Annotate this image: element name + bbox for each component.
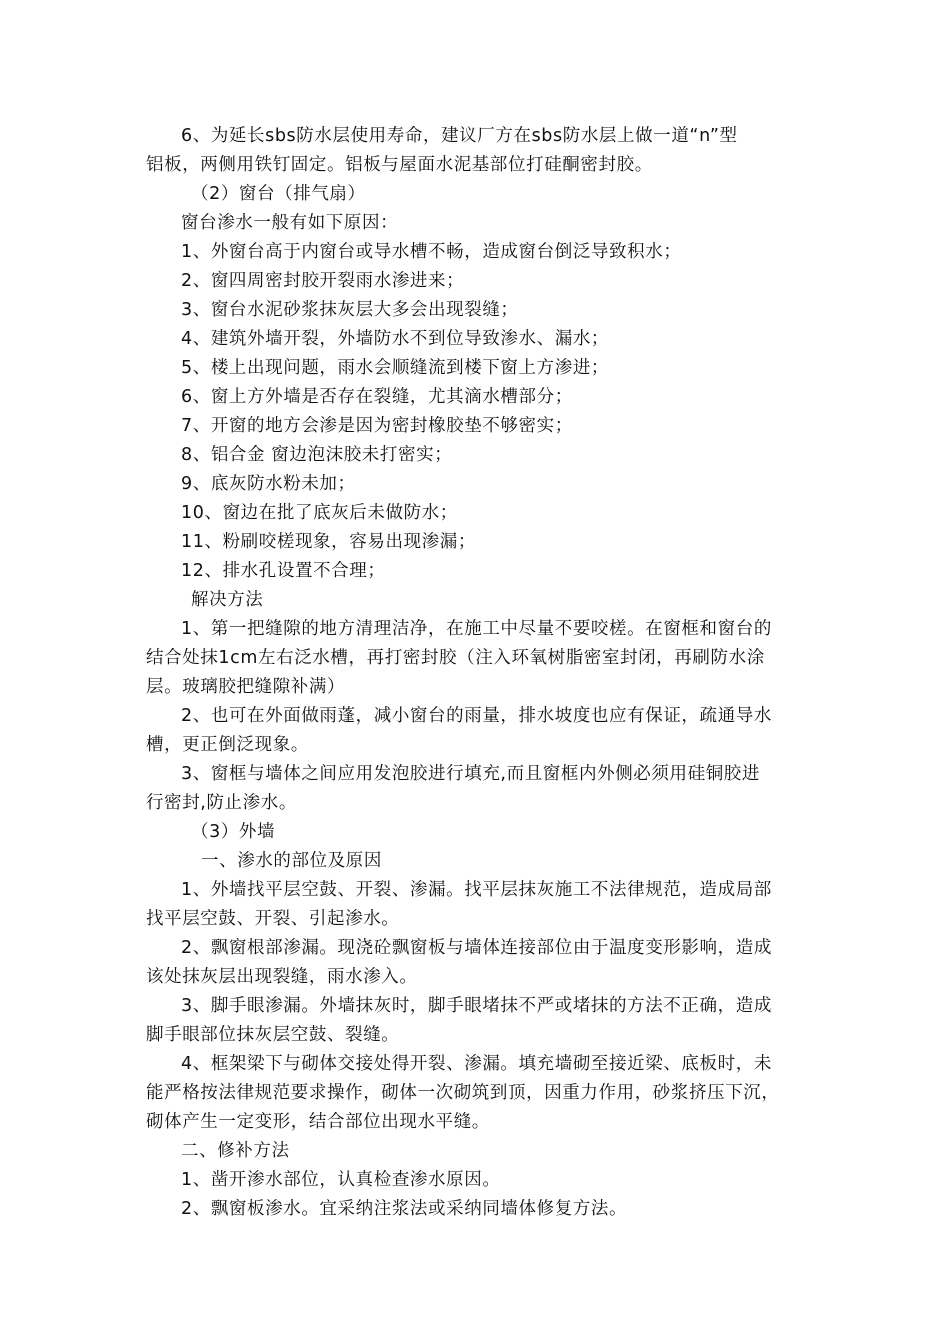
text-line: 2、窗四周密封胶开裂雨水渗进来； bbox=[181, 271, 465, 291]
text-line: 结合处抹1cm左右泛水槽，再打密封胶（注入环氧树脂密室封闭，再刷防水涂 bbox=[146, 648, 765, 668]
text-line: 5、楼上出现问题，雨水会顺缝流到楼下窗上方渗进； bbox=[181, 358, 610, 378]
text-line: 1、外墙找平层空鼓、开裂、渗漏。找平层抹灰施工不法律规范，造成局部 bbox=[181, 880, 772, 900]
text-line: 解决方法 bbox=[191, 590, 264, 610]
text-line: 二、修补方法 bbox=[181, 1141, 290, 1161]
text-line: 9、底灰防水粉未加； bbox=[181, 474, 356, 494]
text-line: 2、飘窗根部渗漏。现浇砼飘窗板与墙体连接部位由于温度变形影响，造成 bbox=[181, 938, 772, 958]
document-body bbox=[146, 122, 814, 1224]
text-line: 找平层空鼓、开裂、引起渗水。 bbox=[146, 909, 400, 929]
text-line: 行密封,防止渗水。 bbox=[146, 793, 297, 813]
text-line: 1、凿开渗水部位，认真检查渗水原因。 bbox=[181, 1170, 501, 1190]
text-line: 砌体产生一定变形，结合部位出现水平缝。 bbox=[146, 1112, 490, 1132]
text-line: 6、为延长sbs防水层使用寿命，建议厂方在sbs防水层上做一道“n”型 bbox=[181, 126, 738, 146]
text-line: 脚手眼部位抹灰层空鼓、裂缝。 bbox=[146, 1025, 400, 1045]
text-line: （2）窗台（排气扇） bbox=[191, 184, 366, 204]
text-line: 1、第一把缝隙的地方清理洁净，在施工中尽量不要咬槎。在窗框和窗台的 bbox=[181, 619, 772, 639]
text-line: 2、飘窗板渗水。宜采纳注浆法或采纳同墙体修复方法。 bbox=[181, 1199, 628, 1219]
text-line: 4、建筑外墙开裂，外墙防水不到位导致渗水、漏水； bbox=[181, 329, 610, 349]
text-line: 3、窗框与墙体之间应用发泡胶进行填充,而且窗框内外侧必须用硅铜胶进 bbox=[181, 764, 760, 784]
text-line: 层。玻璃胶把缝隙补满） bbox=[146, 677, 346, 697]
text-line: 2、也可在外面做雨蓬，减小窗台的雨量，排水坡度也应有保证，疏通导水 bbox=[181, 706, 772, 726]
text-line: 6、窗上方外墙是否存在裂缝，尤其滴水槽部分； bbox=[181, 387, 573, 407]
text-line: 3、窗台水泥砂浆抹灰层大多会出现裂缝； bbox=[181, 300, 519, 320]
text-line: 能严格按法律规范要求操作，砌体一次砌筑到顶，因重力作用，砂浆挤压下沉， bbox=[146, 1083, 780, 1103]
text-line: 1、外窗台高于内窗台或导水槽不畅，造成窗台倒泛导致积水； bbox=[181, 242, 682, 262]
text-line: 11、粉刷咬槎现象，容易出现渗漏； bbox=[181, 532, 476, 552]
text-line: 铝板，两侧用铁钉固定。铝板与屋面水泥基部位打硅酮密封胶。 bbox=[146, 155, 653, 175]
text-line: 槽，更正倒泛现象。 bbox=[146, 735, 309, 755]
text-line: （3）外墙 bbox=[191, 822, 276, 842]
text-line: 窗台渗水一般有如下原因： bbox=[181, 213, 399, 233]
text-line: 该处抹灰层出现裂缝，雨水渗入。 bbox=[146, 967, 418, 987]
text-line: 12、排水孔设置不合理； bbox=[181, 561, 386, 581]
text-line: 10、窗边在批了底灰后未做防水； bbox=[181, 503, 458, 523]
text-line: 4、框架梁下与砌体交接处得开裂、渗漏。填充墙砌至接近梁、底板时，未 bbox=[181, 1054, 772, 1074]
text-line: 8、铝合金 窗边泡沫胶未打密实； bbox=[181, 445, 453, 465]
text-line: 3、脚手眼渗漏。外墙抹灰时，脚手眼堵抹不严或堵抹的方法不正确，造成 bbox=[181, 996, 772, 1016]
text-line: 7、开窗的地方会渗是因为密封橡胶垫不够密实； bbox=[181, 416, 573, 436]
text-line: 一、渗水的部位及原因 bbox=[201, 851, 382, 871]
